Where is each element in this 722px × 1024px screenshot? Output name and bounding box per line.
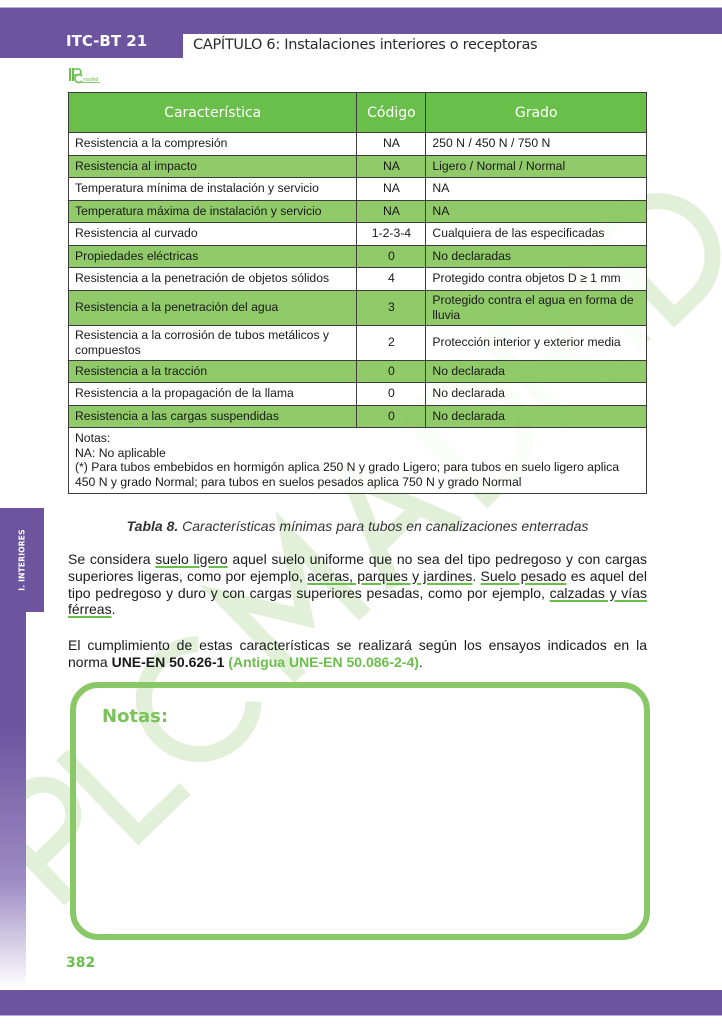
cell-code: 0 xyxy=(357,360,426,383)
cell-code: 0 xyxy=(357,405,426,428)
cell-grade: No declarada xyxy=(426,360,647,383)
header-code: Código xyxy=(357,93,426,133)
cell-characteristic: Resistencia a la tracción xyxy=(69,360,357,383)
text: aquel suelo uniforme que no sea del tipo pedregoso y con cargas superiores ligeras, como por ejemplo, xyxy=(68,551,647,584)
term-suelo-ligero: suelo ligero xyxy=(155,551,228,567)
table-row xyxy=(69,383,647,406)
cell-characteristic: Resistencia al impacto xyxy=(69,155,357,178)
cell-characteristic: Resistencia a la propagación de la llama xyxy=(69,383,357,406)
svg-text:madrid: madrid xyxy=(83,77,99,83)
table-row xyxy=(69,223,647,246)
cell-code: NA xyxy=(357,200,426,223)
table-row xyxy=(69,290,647,325)
table-notes xyxy=(69,428,647,494)
table-row xyxy=(69,405,647,428)
term-aceras: aceras, parques y jardines xyxy=(307,567,473,584)
cell-grade: No declarada xyxy=(426,383,647,406)
cell-grade: Cualquiera de las especificadas xyxy=(426,223,647,246)
notes-box-title: Notas: xyxy=(102,706,169,727)
cell-code: 2 xyxy=(357,325,426,360)
cell-code: 1-2-3-4 xyxy=(357,223,426,246)
cell-characteristic: Temperatura máxima de instalación y servicio xyxy=(69,200,357,223)
table-row xyxy=(69,133,647,156)
characteristics-table xyxy=(68,92,647,494)
cell-grade: Ligero / Normal / Normal xyxy=(426,155,647,178)
cell-code: 0 xyxy=(357,245,426,268)
header-grade: Grado xyxy=(426,93,647,133)
bottom-band-line xyxy=(0,1015,722,1016)
cell-characteristic: Temperatura mínima de instalación y servicio xyxy=(69,178,357,201)
cell-code: 4 xyxy=(357,268,426,291)
cell-characteristic: Resistencia a las cargas suspendidas xyxy=(69,405,357,428)
cell-characteristic: Propiedades eléctricas xyxy=(69,245,357,268)
page-number: 382 xyxy=(66,955,96,971)
old-standard-code: (Antigua UNE-EN 50.086-2-4) xyxy=(228,653,419,670)
cell-grade: NA xyxy=(426,200,647,223)
top-band xyxy=(0,8,722,34)
header-characteristic: Característica xyxy=(69,93,357,133)
table-row xyxy=(69,178,647,201)
paragraph-standard xyxy=(68,637,647,671)
cell-characteristic: Resistencia a la penetración de objetos sólidos xyxy=(69,268,357,291)
cell-code: 3 xyxy=(357,290,426,325)
text: . xyxy=(418,653,423,670)
cell-code: NA xyxy=(357,133,426,156)
cell-grade: No declaradas xyxy=(426,245,647,268)
table-row xyxy=(69,200,647,223)
bottom-band xyxy=(0,990,722,1015)
cell-characteristic: Resistencia a la corrosión de tubos metálicos y compuestos xyxy=(69,325,357,360)
table-row xyxy=(69,360,647,383)
chapter-title: CAPÍTULO 6: Instalaciones interiores o receptoras xyxy=(193,37,538,53)
cell-grade: NA xyxy=(426,178,647,201)
table-row xyxy=(69,268,647,291)
term-suelo-pesado: Suelo pesado xyxy=(480,567,567,584)
section-label: I. INTERIORES xyxy=(17,529,27,591)
cell-characteristic: Resistencia a la compresión xyxy=(69,133,357,156)
cell-grade: Protección interior y exterior media xyxy=(426,325,647,360)
cell-code: NA xyxy=(357,178,426,201)
note-star: (*) Para tubos embebidos en hormigón aplica 250 N y grado Ligero; para tubos en suelo ligero aplica 450 N y grado Normal; para tubos en suelos pesados aplica 750 N y grado Normal xyxy=(75,460,620,489)
note-title: Notas: xyxy=(75,431,111,445)
cell-grade: 250 N / 450 N / 750 N xyxy=(426,133,647,156)
plc-madrid-logo xyxy=(68,66,114,84)
cell-code: NA xyxy=(357,155,426,178)
term-calzadas: calzadas y vías férreas xyxy=(68,584,647,618)
table-header-row xyxy=(69,93,647,133)
text: es aquel del tipo pedregoso y duro y con cargas superiores pesadas, como por ejemplo, xyxy=(68,567,647,601)
text: El cumplimiento de estas características se realizará según los ensayos indicados en la norma xyxy=(68,637,647,670)
section-code: ITC-BT 21 xyxy=(66,32,148,50)
cell-characteristic: Resistencia al curvado xyxy=(69,223,357,246)
text: . xyxy=(472,567,481,584)
text: Se considera xyxy=(68,551,156,567)
cell-grade: No declarada xyxy=(426,405,647,428)
standard-code: UNE-EN 50.626-1 xyxy=(111,653,225,670)
cell-grade: Protegido contra objetos D ≥ 1 mm xyxy=(426,268,647,291)
table-row xyxy=(69,325,647,360)
table-row xyxy=(69,245,647,268)
cell-grade: Protegido contra el agua en forma de lluvia xyxy=(426,290,647,325)
table-notes-row xyxy=(69,428,647,494)
caption-text: Características mínimas para tubos en canalizaciones enterradas xyxy=(178,518,589,534)
text: . xyxy=(111,601,116,618)
note-na: NA: No aplicable xyxy=(75,445,166,460)
paragraph-soil-types xyxy=(68,551,647,618)
cell-code: 0 xyxy=(357,383,426,406)
table-row xyxy=(69,155,647,178)
cell-characteristic: Resistencia a la penetración del agua xyxy=(69,290,357,325)
caption-label: Tabla 8. xyxy=(126,518,179,534)
table-caption xyxy=(68,518,647,534)
